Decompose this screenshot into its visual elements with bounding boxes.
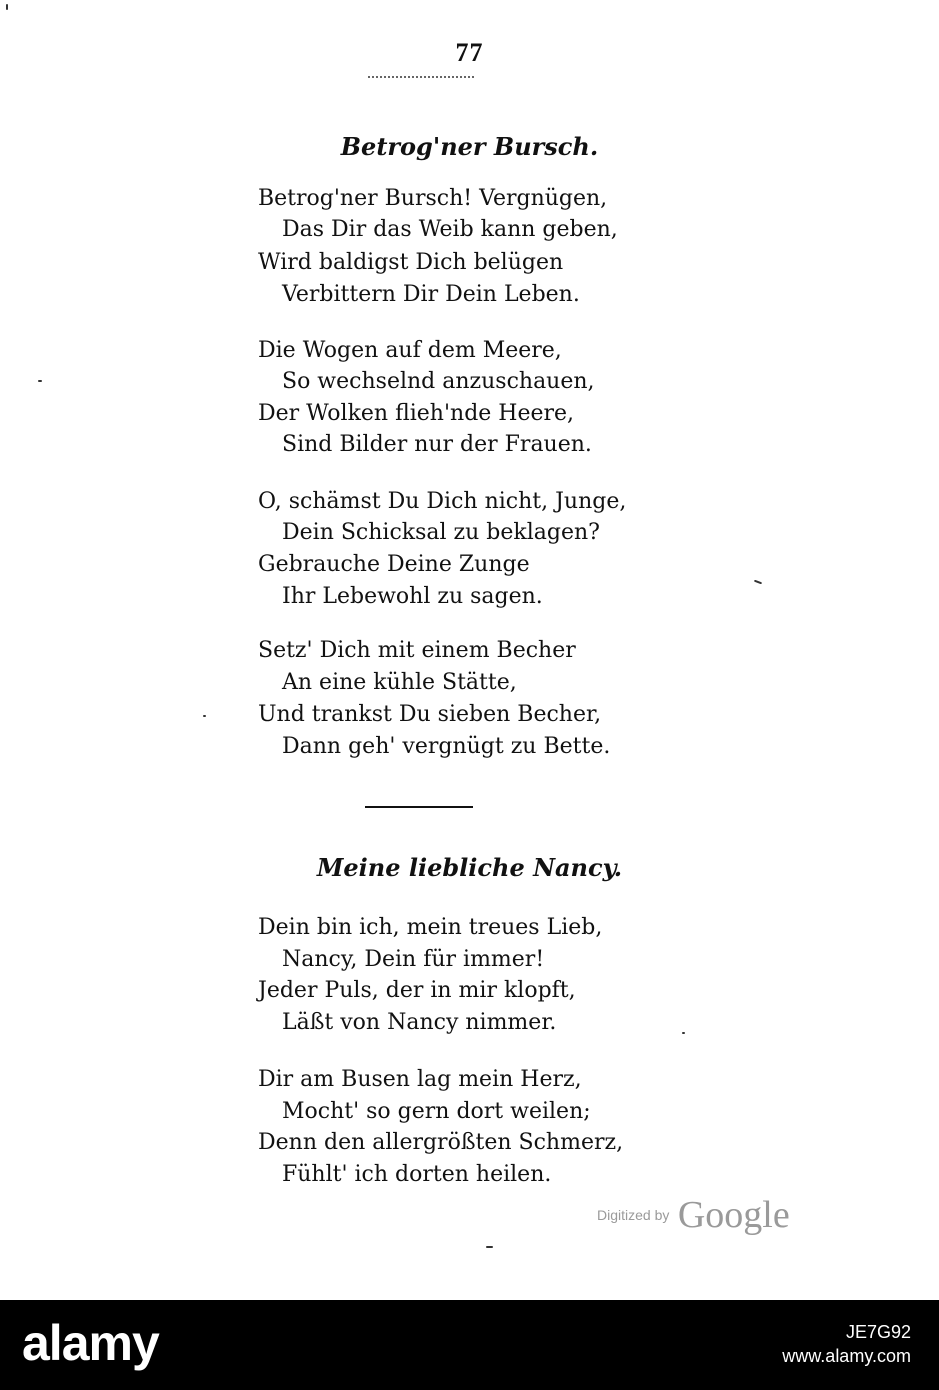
poem-1-title: Betrog'ner Bursch. bbox=[340, 132, 599, 161]
poem-line: Fühlt' ich dorten heilen. bbox=[282, 1162, 552, 1187]
poem-line: Die Wogen auf dem Meere, bbox=[258, 338, 562, 363]
scan-speck bbox=[203, 715, 206, 717]
poem-2-title: Meine liebliche Nancy. bbox=[316, 853, 623, 882]
poem-line: Jeder Puls, der in mir klopft, bbox=[258, 978, 576, 1003]
scan-speck bbox=[38, 380, 42, 382]
poem-line: Dein bin ich, mein treues Lieb, bbox=[258, 915, 603, 940]
poem-line: Setz' Dich mit einem Becher bbox=[258, 638, 576, 663]
alamy-logo: alamy bbox=[22, 1315, 159, 1371]
image-id-block bbox=[782, 1320, 911, 1368]
digitized-by-label: Digitized by bbox=[597, 1207, 670, 1223]
poem-line: Wird baldigst Dich belügen bbox=[258, 250, 564, 275]
scan-speck bbox=[754, 580, 762, 585]
poem-line: Das Dir das Weib kann geben, bbox=[282, 217, 618, 242]
poem-line: Dein Schicksal zu beklagen? bbox=[282, 520, 600, 545]
page-number: 77 bbox=[455, 38, 484, 67]
scan-speck bbox=[486, 1246, 493, 1248]
image-id: JE7G92 bbox=[845, 1322, 911, 1342]
section-divider bbox=[365, 806, 473, 808]
poem-line: Nancy, Dein für immer! bbox=[282, 947, 545, 972]
poem-line: Denn den allergrößten Schmerz, bbox=[258, 1130, 624, 1155]
scan-speck bbox=[682, 1032, 685, 1034]
poem-line: Dir am Busen lag mein Herz, bbox=[258, 1067, 582, 1092]
poem-line: Der Wolken flieh'nde Heere, bbox=[258, 401, 575, 426]
footer-url: www.alamy.com bbox=[782, 1346, 911, 1366]
poem-line: Ihr Lebewohl zu sagen. bbox=[282, 584, 543, 609]
poem-line: Betrog'ner Bursch! Vergnügen, bbox=[258, 186, 608, 211]
poem-line: Dann geh' vergnügt zu Bette. bbox=[282, 734, 611, 759]
header-rule bbox=[368, 76, 474, 78]
scan-speck bbox=[6, 4, 8, 10]
poem-line: O, schämst Du Dich nicht, Junge, bbox=[258, 489, 627, 514]
poem-line: Mocht' so gern dort weilen; bbox=[282, 1099, 591, 1124]
stock-photo-footer-bar bbox=[0, 1300, 939, 1390]
poem-line: Läßt von Nancy nimmer. bbox=[282, 1010, 557, 1035]
google-wordmark: Google bbox=[677, 1194, 790, 1236]
poem-line: Verbittern Dir Dein Leben. bbox=[282, 282, 580, 307]
poem-line: An eine kühle Stätte, bbox=[282, 670, 517, 695]
poem-line: Gebrauche Deine Zunge bbox=[258, 552, 530, 577]
digitized-by-google-watermark bbox=[597, 1193, 790, 1237]
poem-line: So wechselnd anzuschauen, bbox=[282, 369, 595, 394]
poem-line: Sind Bilder nur der Frauen. bbox=[282, 432, 592, 457]
poem-line: Und trankst Du sieben Becher, bbox=[258, 702, 602, 727]
